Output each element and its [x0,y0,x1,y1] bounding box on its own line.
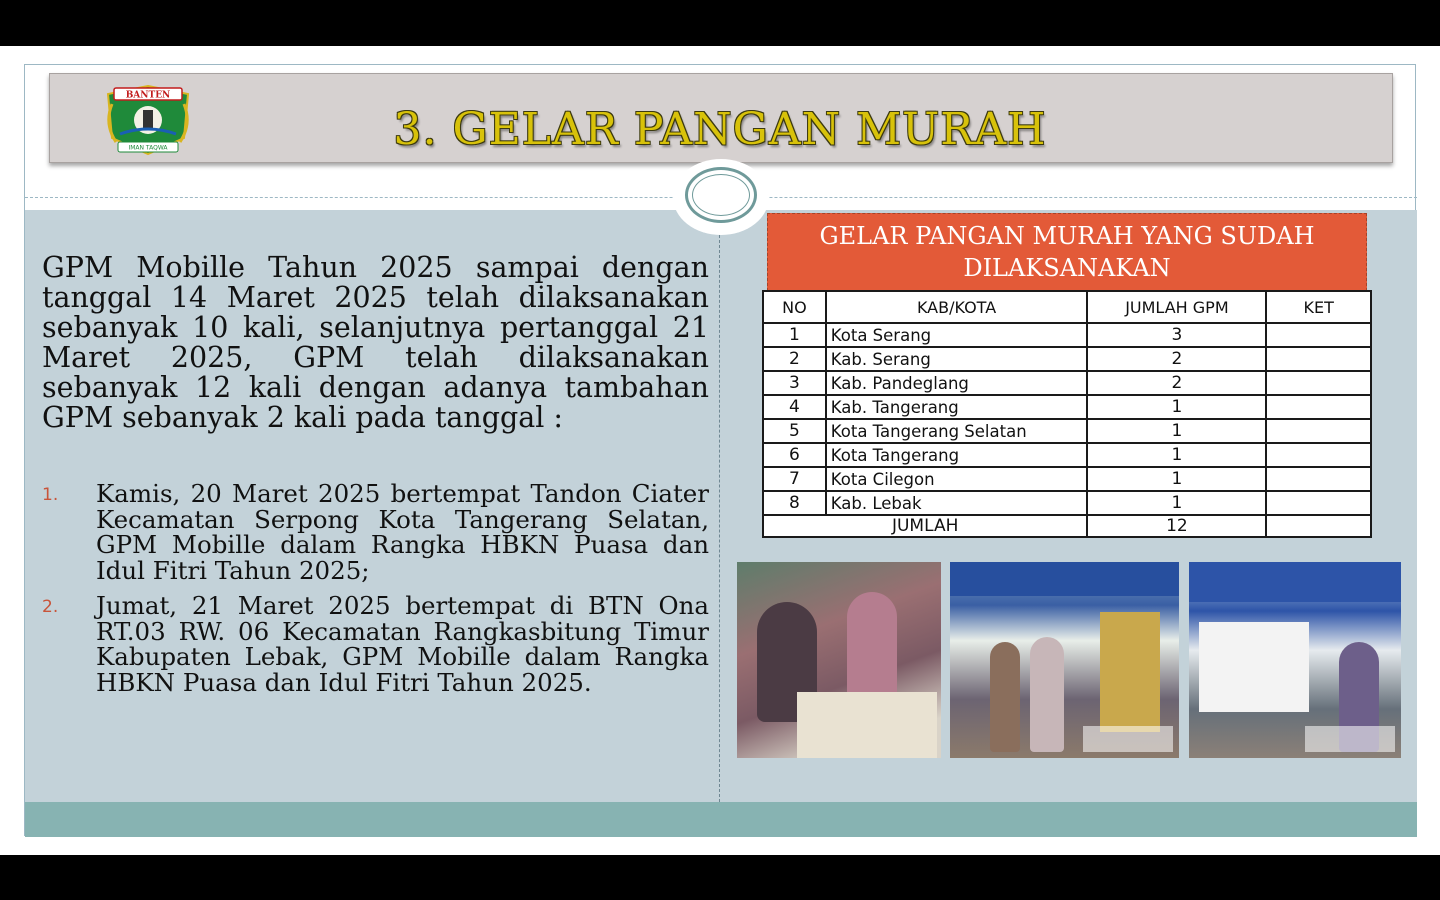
list-number: 2. [42,597,59,617]
cell-no: 8 [763,491,826,515]
cell-ket [1266,419,1371,443]
list-number: 1. [42,485,59,505]
cell-jumlah: 2 [1087,347,1266,371]
cell-no: 5 [763,419,826,443]
gpm-photo-3 [1189,562,1401,758]
cell-kab: Kota Tangerang Selatan [826,419,1088,443]
gpm-table [762,290,1372,538]
col-header-no: NO [763,291,826,323]
cell-ket [1266,371,1371,395]
table-title-line2: DILAKSANAKAN [963,254,1171,282]
bottom-letterbox [0,855,1440,900]
cell-ket [1266,443,1371,467]
cell-jumlah: 1 [1087,467,1266,491]
total-value: 12 [1087,515,1266,537]
cell-no: 1 [763,323,826,347]
slide-viewport [0,46,1440,855]
cell-no: 6 [763,443,826,467]
cell-jumlah: 2 [1087,371,1266,395]
photo-goods [1100,612,1160,732]
cell-kab: Kab. Tangerang [826,395,1088,419]
table-row [763,443,1371,467]
list-item [42,481,709,583]
gpm-photo-2 [950,562,1179,758]
cell-no: 4 [763,395,826,419]
top-letterbox [0,0,1440,46]
total-label: JUMLAH [763,515,1087,537]
list-text: Jumat, 21 Maret 2025 bertempat di BTN Ona RT.03 RW. 06 Kecamatan Rangkasbitung Timur Kabupaten Lebak, GPM Mobille dalam Rangka HBKN Puasa dan Idul Fitri Tahun 2025. [96,591,709,697]
svg-text:IMAN TAQWA: IMAN TAQWA [128,144,168,152]
table-row [763,491,1371,515]
total-ket [1266,515,1371,537]
photo-geotag [1083,726,1173,752]
table-row [763,467,1371,491]
cell-no: 2 [763,347,826,371]
cell-jumlah: 1 [1087,443,1266,467]
table-header-row [763,291,1371,323]
svg-text:BANTEN: BANTEN [125,90,171,101]
cell-no: 7 [763,467,826,491]
col-header-ket: KET [1266,291,1371,323]
cell-jumlah: 3 [1087,323,1266,347]
cell-ket [1266,323,1371,347]
column-divider [719,230,720,802]
cell-ket [1266,347,1371,371]
col-header-kab: KAB/KOTA [826,291,1088,323]
photo-tent [950,562,1179,596]
table-total-row [763,515,1371,537]
cell-ket [1266,467,1371,491]
photo-tent [1189,562,1401,602]
cell-kab: Kota Serang [826,323,1088,347]
footer-band [25,802,1417,837]
table-title-line1: GELAR PANGAN MURAH YANG SUDAH [819,222,1315,250]
gpm-photo-1 [737,562,941,758]
list-item [42,593,709,695]
cell-no: 3 [763,371,826,395]
banten-logo [100,84,196,156]
photo-figure [1030,637,1064,752]
table-row [763,395,1371,419]
slide [24,64,1416,836]
cell-kab: Kab. Lebak [826,491,1088,515]
cell-kab: Kota Tangerang [826,443,1088,467]
intro-paragraph: GPM Mobille Tahun 2025 sampai dengan tanggal 14 Maret 2025 telah dilaksanakan sebanyak 10 kali, selanjutnya pertanggal 21 Maret 2025, GPM telah dilaksanakan sebanyak 12 kali dengan adanya tambahan GPM sebanyak 2 kali pada tanggal : [42,251,709,434]
table-row [763,419,1371,443]
photo-goods [797,692,937,758]
cell-kab: Kab. Serang [826,347,1088,371]
cell-jumlah: 1 [1087,419,1266,443]
table-row [763,347,1371,371]
event-list [42,481,709,705]
ring-ornament [685,167,757,223]
list-text: Kamis, 20 Maret 2025 bertempat Tandon Ciater Kecamatan Serpong Kota Tangerang Selatan, GPM Mobille dalam Rangka HBKN Puasa dan Idul Fitri Tahun 2025; [96,479,709,585]
photo-figure [990,642,1020,752]
table-row [763,323,1371,347]
photo-van [1199,622,1309,712]
table-title [767,213,1367,291]
slide-title: 3. GELAR PANGAN MURAH [393,104,1047,155]
cell-jumlah: 1 [1087,395,1266,419]
cell-ket [1266,395,1371,419]
cell-jumlah: 1 [1087,491,1266,515]
cell-kab: Kota Cilegon [826,467,1088,491]
col-header-jumlah: JUMLAH GPM [1087,291,1266,323]
title-banner [49,73,1393,163]
cell-ket [1266,491,1371,515]
ring-inner [692,174,750,216]
table-row [763,371,1371,395]
photo-geotag [1305,726,1395,752]
cell-kab: Kab. Pandeglang [826,371,1088,395]
